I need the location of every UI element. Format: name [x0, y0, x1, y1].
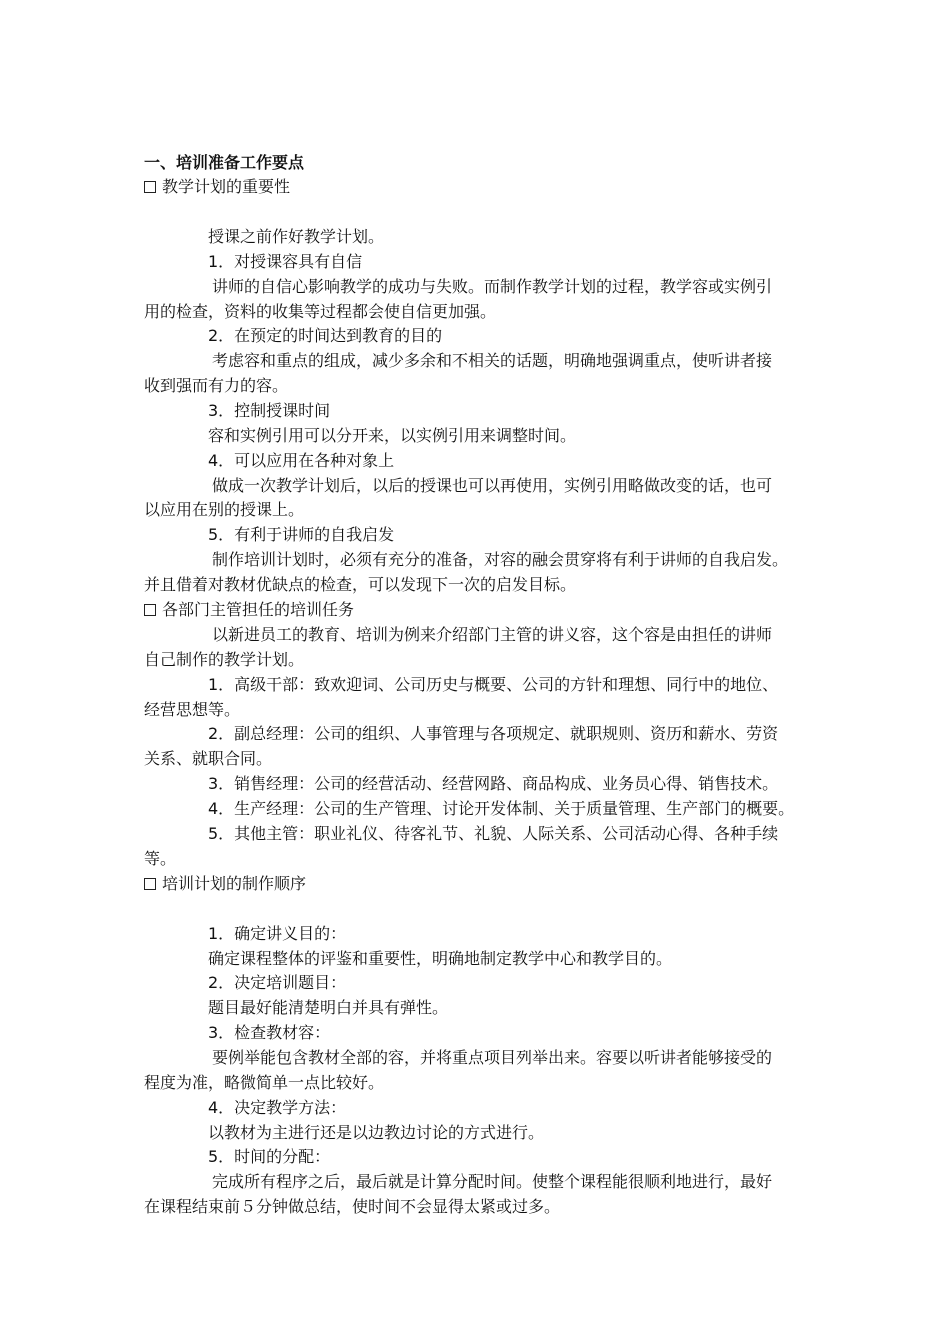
item-title: 4．决定教学方法：	[208, 1098, 347, 1117]
list-item: 3．销售经理：公司的经营活动、经营网路、商品构成、业务员心得、销售技术。	[208, 774, 779, 793]
paragraph: 授课之前作好教学计划。	[208, 227, 385, 246]
item-title: 5．时间的分配：	[208, 1147, 331, 1166]
item-title: 5．有利于讲师的自我启发	[208, 525, 395, 544]
list-item-continuation: 等。	[144, 849, 177, 868]
paragraph-line: 收到强而有力的容。	[144, 376, 289, 395]
subsection-heading-text: 教学计划的重要性	[162, 177, 291, 196]
paragraph-line: 用的检查，资料的收集等过程都会使自信更加强。	[144, 302, 497, 321]
subsection-heading-text: 各部门主管担任的培训任务	[162, 600, 355, 619]
paragraph-line: 自己制作的教学计划。	[144, 650, 305, 669]
checkbox-square-icon	[144, 181, 156, 193]
list-item: 5．其他主管：职业礼仪、待客礼节、礼貌、人际关系、公司活动心得、各种手续	[208, 824, 779, 843]
item-title: 1．对授课容具有自信	[208, 252, 363, 271]
paragraph-line: 确定课程整体的评鉴和重要性，明确地制定教学中心和教学目的。	[208, 949, 673, 968]
subsection-heading	[144, 598, 824, 622]
item-title: 4．可以应用在各种对象上	[208, 451, 395, 470]
paragraph-line: 程度为准，略微简单一点比较好。	[144, 1073, 385, 1092]
paragraph-line: 在课程结束前５分钟做总结，使时间不会显得太紧或过多。	[144, 1197, 561, 1216]
item-title: 3．控制授课时间	[208, 401, 331, 420]
paragraph-line: 考虑容和重点的组成，减少多余和不相关的话题，明确地强调重点，使听讲者接	[212, 351, 773, 370]
subsection-heading-text: 培训计划的制作顺序	[162, 874, 307, 893]
paragraph-line: 容和实例引用可以分开来，以实例引用来调整时间。	[208, 426, 577, 445]
paragraph-line: 以教材为主进行还是以边教边讨论的方式进行。	[208, 1123, 545, 1142]
subsection-heading	[144, 175, 824, 199]
item-title: 3．检查教材容：	[208, 1023, 331, 1042]
paragraph-line: 制作培训计划时，必须有充分的准备，对容的融会贯穿将有利于讲师的自我启发。	[212, 550, 789, 569]
section-title: 一、培训准备工作要点	[144, 153, 305, 172]
list-item: 2．副总经理：公司的组织、人事管理与各项规定、就职规则、资历和薪水、劳资	[208, 724, 779, 743]
paragraph-line: 讲师的自信心影响教学的成功与失败。而制作教学计划的过程，教学容或实例引	[212, 277, 773, 296]
paragraph-line: 以应用在别的授课上。	[144, 500, 305, 519]
checkbox-square-icon	[144, 878, 156, 890]
subsection-heading	[144, 872, 824, 896]
item-title: 1．确定讲义目的：	[208, 924, 347, 943]
item-title: 2．决定培训题目：	[208, 973, 347, 992]
paragraph-line: 并且借着对教材优缺点的检查，可以发现下一次的启发目标。	[144, 575, 577, 594]
checkbox-square-icon	[144, 604, 156, 616]
list-item: 1．高级干部：致欢迎词、公司历史与概要、公司的方针和理想、同行中的地位、	[208, 675, 779, 694]
paragraph-line: 要例举能包含教材全部的容，并将重点项目列举出来。容要以听讲者能够接受的	[212, 1048, 773, 1067]
paragraph-line: 做成一次教学计划后，以后的授课也可以再使用，实例引用略做改变的话，也可	[212, 476, 773, 495]
list-item-continuation: 关系、就职合同。	[144, 749, 273, 768]
list-item: 4．生产经理：公司的生产管理、讨论开发体制、关于质量管理、生产部门的概要。	[208, 799, 795, 818]
paragraph-line: 以新进员工的教育、培训为例来介绍部门主管的讲义容，这个容是由担任的讲师	[212, 625, 773, 644]
item-title: 2．在预定的时间达到教育的目的	[208, 326, 443, 345]
paragraph-line: 完成所有程序之后，最后就是计算分配时间。使整个课程能很顺利地进行，最好	[212, 1172, 773, 1191]
paragraph-line: 题目最好能清楚明白并具有弹性。	[208, 998, 449, 1017]
list-item-continuation: 经营思想等。	[144, 700, 241, 719]
